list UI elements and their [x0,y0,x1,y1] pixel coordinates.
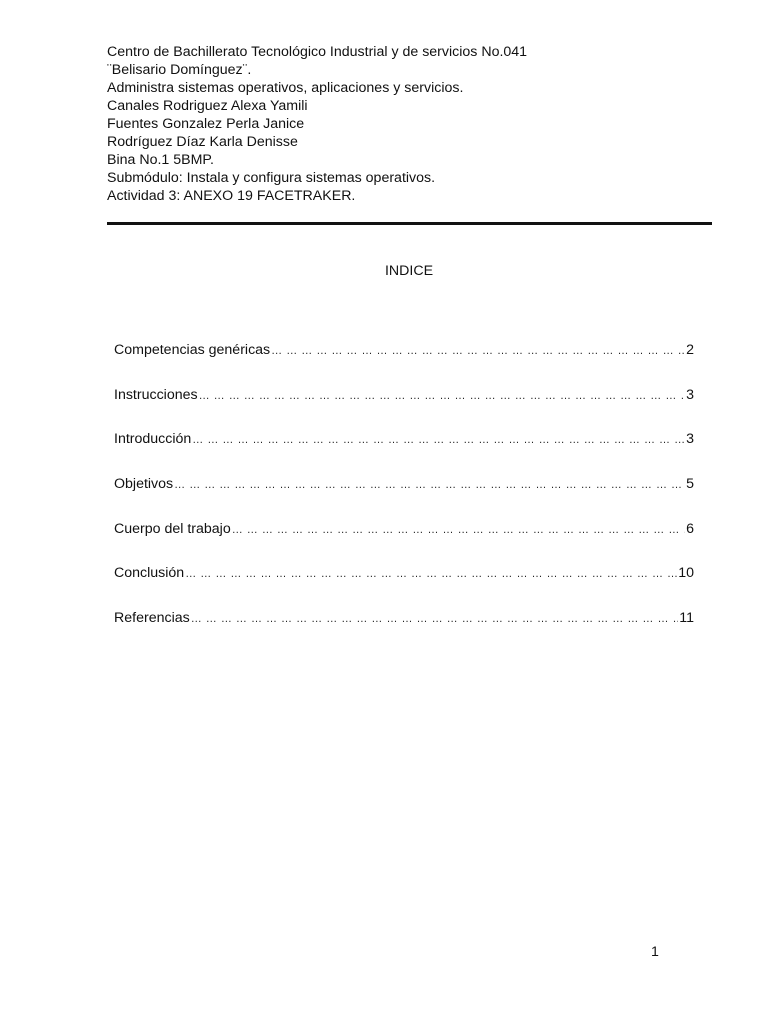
header-line-school: Centro de Bachillerato Tecnológico Industrial y de servicios No.041 [107,44,528,60]
table-of-contents [114,341,694,654]
header-line-group: Bina No.1 5BMP. [107,152,214,168]
toc-entry-label: Introducción [114,431,192,448]
toc-dot-leader [185,565,677,583]
toc-entry-objetivos[interactable] [114,475,694,520]
toc-entry-instrucciones[interactable] [114,386,694,431]
toc-entry-referencias[interactable] [114,609,694,654]
page-number: 1 [651,944,659,960]
toc-dot-leader [232,521,685,539]
toc-entry-label: Objetivos [114,476,174,493]
toc-entry-page: 6 [686,520,694,537]
toc-entry-label: Conclusión [114,565,185,582]
toc-dot-leader [191,610,679,628]
toc-entry-page: 10 [678,565,694,582]
document-header [107,43,707,205]
toc-entry-page: 3 [686,386,694,403]
toc-entry-cuerpo[interactable] [114,520,694,565]
toc-entry-page: 5 [686,476,694,493]
toc-entry-label: Referencias [114,610,190,627]
header-divider [107,222,712,225]
header-line-activity: Actividad 3: ANEXO 19 FACETRAKER. [107,188,356,204]
toc-dot-leader [199,387,686,405]
header-line-school-name: ¨Belisario Domínguez¨. [107,62,252,78]
toc-entry-label: Cuerpo del trabajo [114,520,231,537]
header-line-student-3: Rodríguez Díaz Karla Denisse [107,134,298,150]
toc-dot-leader [174,476,685,494]
toc-entry-conclusion[interactable] [114,564,694,609]
toc-entry-competencias[interactable] [114,341,694,386]
toc-entry-page: 3 [686,431,694,448]
header-line-module: Administra sistemas operativos, aplicaciones y servicios. [107,80,464,96]
toc-dot-leader [271,342,685,360]
toc-entry-label: Competencias genéricas [114,342,271,358]
toc-entry-page: 11 [679,610,694,627]
toc-title: INDICE [384,263,434,279]
header-line-student-1: Canales Rodriguez Alexa Yamili [107,98,308,114]
toc-entry-label: Instrucciones [114,386,198,403]
header-line-submodule: Submódulo: Instala y configura sistemas operativos. [107,170,436,186]
toc-dot-leader [192,431,685,449]
header-line-student-2: Fuentes Gonzalez Perla Janice [107,116,305,132]
toc-entry-introduccion[interactable] [114,430,694,475]
toc-entry-page: 2 [686,342,694,358]
